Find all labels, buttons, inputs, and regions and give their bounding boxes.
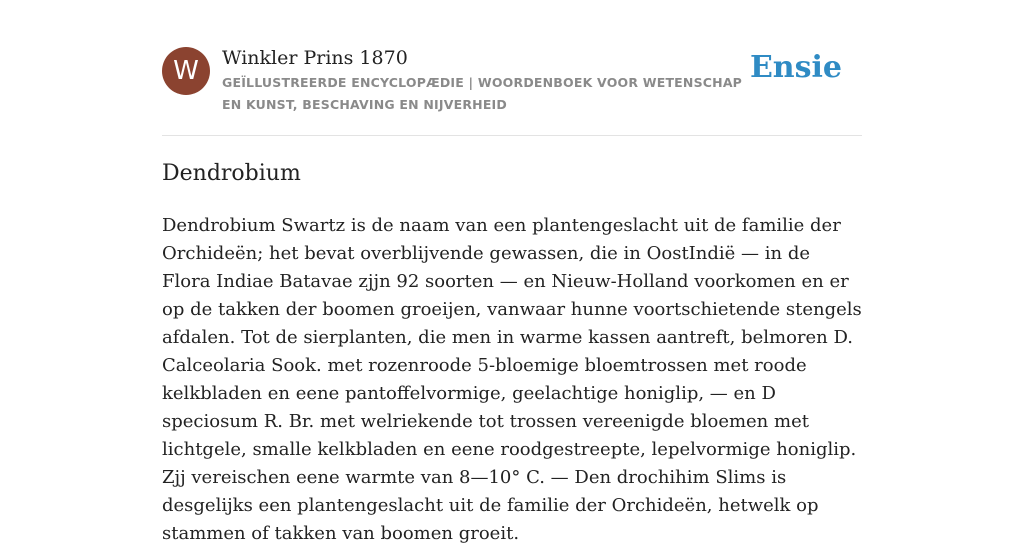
header-divider bbox=[162, 135, 862, 136]
source-subtitle: GEÏLLUSTREERDE ENCYCLOPÆDIE | WOORDENBOEK VOOR WETENSCHAP EN KUNST, BESCHAVING EN NIJVERHEID bbox=[222, 75, 743, 112]
source-header bbox=[162, 44, 862, 136]
article-body: Dendrobium Swartz is de naam van een plantengeslacht uit de familie der Orchideën; het bevat overblijvende gewassen, die in OostIndië — in de Flora Indiae Batavae zjjn 92 soorten — en Nieuw-Holland voorkomen en er op de takken der boomen groeijen, vanwaar hunne voortschietende stengels afdalen. Tot de sierplanten, die men in warme kassen aantreft, belmoren D. Calceolaria Sook. met rozenroode 5-bloemige bloemtrossen met roode kelkbladen en eene pantoffelvormige, geelachtige honiglip, — en D speciosum R. Br. met welriekende tot trossen vereenigde bloemen met lichtgele, smalle kelkbladen en eene roodgestreepte, lepelvormige honiglip. Zjj vereischen eene warmte van 8—10° C. — Den drochihim Slims is desgelijks een plantengeslacht uit de familie der Orchideën, hetwelk op stammen of takken van boomen groeit. bbox=[162, 215, 862, 544]
source-title[interactable]: Winkler Prins 1870 bbox=[222, 47, 408, 69]
article-title: Dendrobium bbox=[162, 161, 301, 186]
source-info bbox=[222, 44, 762, 116]
ensie-logo[interactable]: Ensie bbox=[749, 50, 842, 85]
source-avatar[interactable]: W bbox=[162, 47, 210, 95]
